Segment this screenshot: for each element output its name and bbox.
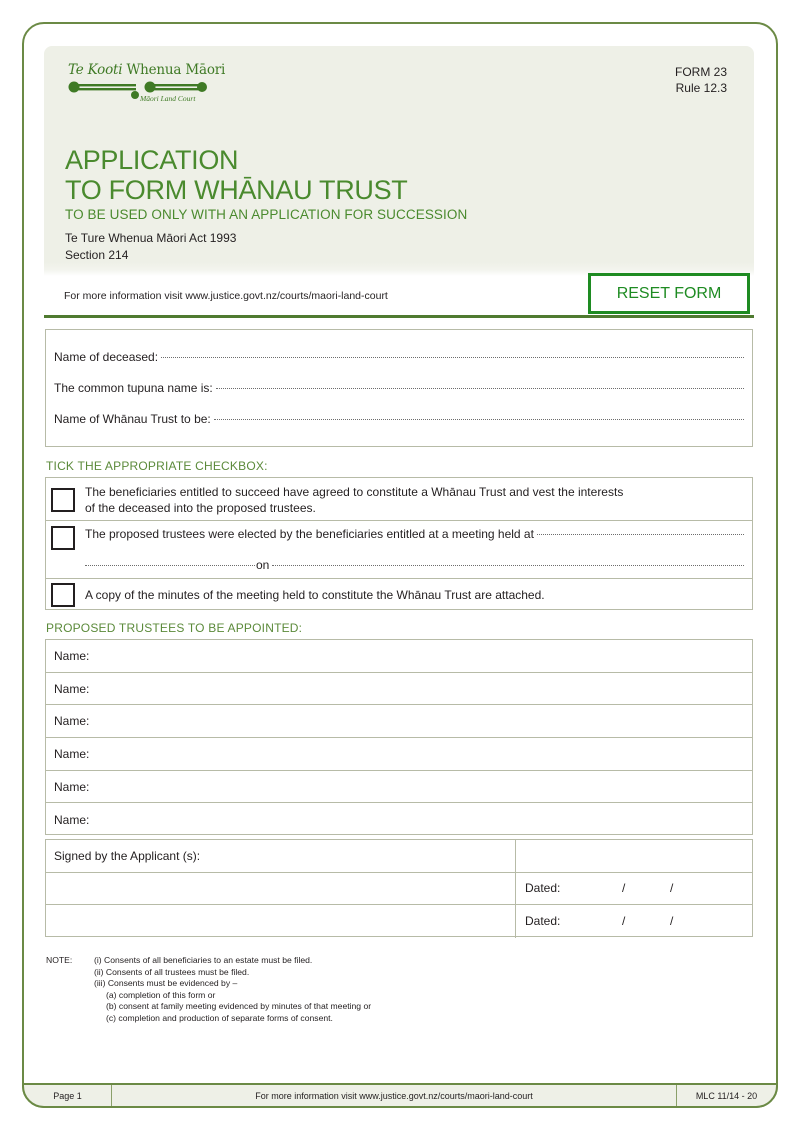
logo-title — [68, 62, 225, 78]
act-reference — [65, 230, 467, 264]
trustees-table — [45, 639, 753, 835]
date-field-1[interactable] — [517, 873, 752, 905]
checkbox-table — [45, 477, 753, 610]
date-separator: / — [670, 881, 674, 896]
trustee-name-label: Name: — [54, 648, 90, 663]
reset-form-button[interactable]: RESET FORM — [588, 273, 750, 314]
checkbox-row-minutes — [46, 579, 752, 611]
checkbox-text-line: The proposed trustees were elected by the beneficiaries entitled at a meeting held at — [85, 527, 534, 541]
form-number: FORM 23 — [674, 65, 727, 79]
note-item: (i) Consents of all beneficiaries to an estate must be filed. — [94, 955, 313, 965]
note-item: (ii) Consents of all trustees must be filed. — [94, 966, 250, 977]
trustee-name-label: Name: — [54, 746, 90, 761]
note-sub-item: (c) completion and production of separate forms of consent. — [106, 1012, 333, 1023]
date-field-2[interactable] — [517, 905, 752, 938]
header-divider — [44, 315, 754, 318]
deceased-name-field[interactable] — [54, 350, 744, 364]
dated-label: Dated: — [525, 914, 561, 929]
trustee-name-row-6[interactable] — [46, 804, 752, 837]
meeting-venue-input[interactable] — [85, 565, 255, 566]
trust-name-input[interactable] — [214, 419, 744, 420]
logo-title-rest: Whenua Māori — [126, 62, 226, 78]
dated-label: Dated: — [525, 881, 561, 896]
meeting-location-input[interactable] — [537, 534, 744, 535]
logo-subtitle: Māori Land Court — [140, 94, 196, 103]
signature-field-1[interactable] — [46, 873, 516, 905]
trustee-name-row-5[interactable] — [46, 771, 752, 804]
trustee-name-label: Name: — [54, 714, 90, 729]
trustee-name-row-1[interactable] — [46, 640, 752, 673]
signature-header-blank — [517, 840, 752, 872]
signature-row-2 — [46, 905, 752, 938]
form-reference — [675, 64, 727, 96]
trustee-name-label: Name: — [54, 681, 90, 696]
title-block — [65, 145, 467, 264]
note-list — [94, 955, 371, 1025]
meeting-date-input[interactable] — [272, 565, 744, 566]
agreed-checkbox[interactable] — [51, 488, 75, 512]
checkbox-text-line: The beneficiaries entitled to succeed have agreed to constitute a Whānau Trust and vest the interests — [85, 485, 624, 499]
checkbox-row-agreed — [46, 478, 752, 521]
signature-table — [45, 839, 753, 937]
act-section: Section 214 — [65, 248, 129, 262]
checkbox-text — [85, 484, 744, 516]
checkbox-text — [85, 526, 744, 542]
elected-checkbox[interactable] — [51, 526, 75, 550]
page-footer — [22, 1083, 778, 1108]
on-label: on — [256, 558, 270, 572]
page-title-line2: TO FORM WHĀNAU TRUST — [65, 175, 408, 205]
field-label: Name of Whānau Trust to be: — [54, 412, 211, 426]
tupuna-name-field[interactable] — [54, 381, 744, 395]
field-label: The common tupuna name is: — [54, 381, 213, 395]
trustee-name-row-2[interactable] — [46, 673, 752, 706]
footer-info: For more information visit www.justice.govt.nz/courts/maori-land-court — [255, 1090, 533, 1101]
note-sub-item: (a) completion of this form or — [106, 989, 216, 1000]
field-label: Name of deceased: — [54, 350, 159, 364]
signature-header-row — [46, 840, 752, 873]
trustee-name-label: Name: — [54, 779, 90, 794]
rule-number: Rule 12.3 — [675, 81, 727, 95]
info-link-text: For more information visit www.justice.govt.nz/courts/maori-land-court — [64, 290, 388, 302]
checkbox-text: A copy of the minutes of the meeting held to constitute the Whānau Trust are attached. — [85, 588, 545, 602]
meeting-date-row — [85, 557, 744, 573]
trustee-name-label: Name: — [54, 812, 90, 827]
deceased-details-box — [45, 329, 753, 447]
form-code: MLC 11/14 - 20 — [676, 1085, 776, 1106]
trust-name-field[interactable] — [54, 412, 744, 426]
act-name: Te Ture Whenua Māori Act 1993 — [65, 231, 237, 245]
trustee-name-row-3[interactable] — [46, 705, 752, 738]
signed-by-label: Signed by the Applicant (s): — [46, 840, 516, 872]
signature-row-1 — [46, 873, 752, 906]
page-number: Page 1 — [24, 1085, 112, 1106]
court-logo — [68, 62, 226, 103]
page-subtitle: TO BE USED ONLY WITH AN APPLICATION FOR SUCCESSION — [65, 207, 468, 222]
trustee-name-row-4[interactable] — [46, 738, 752, 771]
logo-title-italic: Te Kooti — [68, 62, 123, 78]
note-sub-item: (b) consent at family meeting evidenced by minutes of that meeting or — [106, 1001, 372, 1012]
page-title-line1: APPLICATION — [65, 145, 239, 175]
checkbox-text-line: of the deceased into the proposed trustees. — [85, 501, 316, 515]
note-item: (iii) Consents must be evidenced by – — [94, 978, 238, 989]
signature-field-2[interactable] — [46, 905, 516, 938]
date-separator: / — [622, 914, 626, 929]
note-label: NOTE: — [46, 955, 73, 965]
date-separator: / — [670, 914, 674, 929]
date-separator: / — [622, 881, 626, 896]
checkbox-section-heading: TICK THE APPROPRIATE CHECKBOX: — [46, 459, 268, 473]
tupuna-name-input[interactable] — [216, 388, 744, 389]
checkbox-row-elected — [46, 521, 752, 579]
deceased-name-input[interactable] — [161, 357, 744, 358]
minutes-checkbox[interactable] — [51, 583, 75, 607]
trustees-section-heading: PROPOSED TRUSTEES TO BE APPOINTED: — [46, 621, 303, 635]
